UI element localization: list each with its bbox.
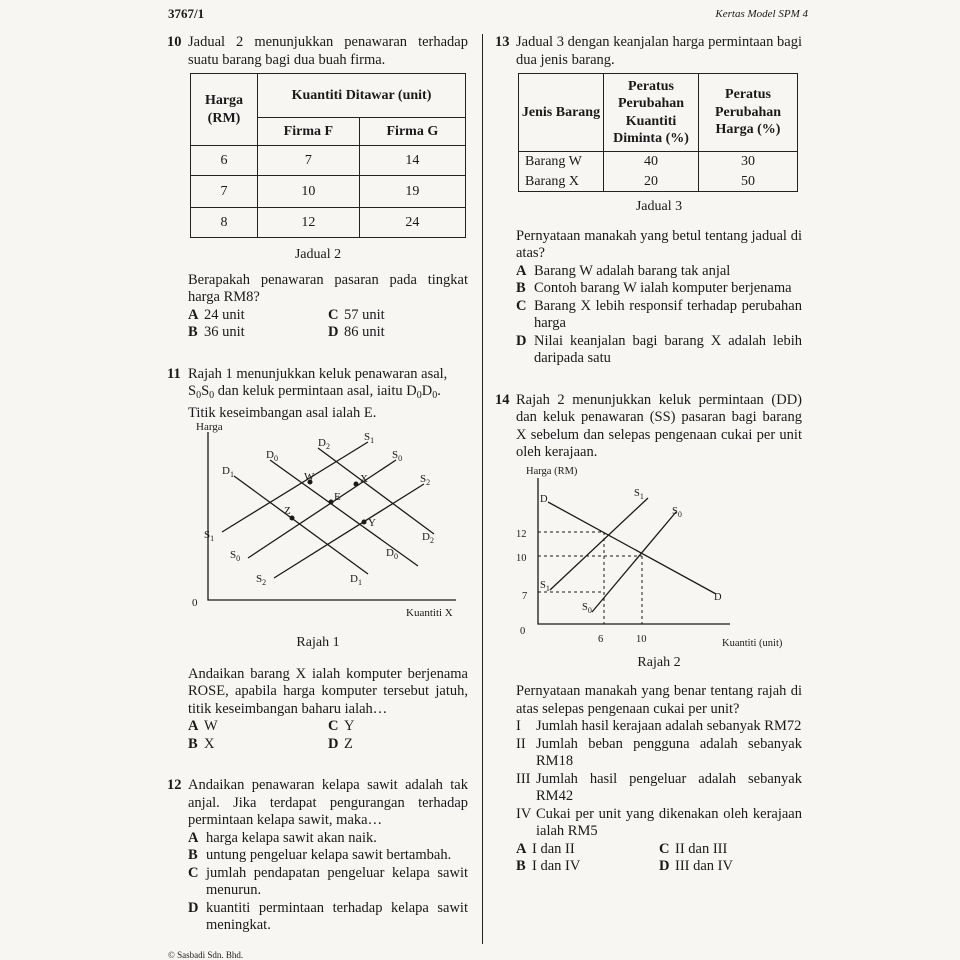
statement-number: IV [516,805,532,822]
x-axis-label: Kuantiti (unit) [722,637,783,649]
option-d-text: 86 unit [344,324,385,340]
statement-text: Jumlah beban pengguna adalah sebanyak RM18 [536,735,802,769]
cell: Barang W [519,152,604,172]
label-z: Z [284,505,291,517]
statement-number: II [516,735,526,752]
option-d-text: kuantiti permintaan terhadap kelapa sawit meningkat. [206,899,468,933]
cell: 12 [258,208,360,238]
answer-options [168,830,468,935]
curve-d1 [234,476,368,574]
option-b-text: untung pengeluar kelapa sawit bertambah. [206,847,452,863]
cell: 7 [191,176,258,208]
option-d[interactable]: D Nilai keanjalan bagi barang X adalah lebih daripada satu [516,332,802,366]
table-row [519,172,798,192]
option-b-text: Contoh barang W ialah komputer berjenama [534,280,792,296]
option-a-text: Barang W adalah barang tak anjal [534,262,731,279]
paper-code: 3767/1 [168,6,205,21]
cell: 20 [604,172,699,192]
option-a[interactable]: A Barang W adalah barang tak anjal [516,263,802,281]
header-price-line2: (RM) [207,110,241,126]
question-13 [496,34,802,368]
left-column [168,34,468,935]
option-c[interactable]: C 57 unit [328,306,385,323]
option-b[interactable]: B untung pengeluar kelapa sawit bertambah. [188,847,468,865]
option-a-text: W [204,718,218,734]
option-b[interactable]: B I dan IV [516,858,581,874]
point-e [329,500,334,505]
subscript: 0 [209,390,215,401]
option-c-text: Y [344,718,355,734]
statement-iii [516,771,802,806]
subscript: 0 [196,390,202,401]
option-d[interactable]: D kuantiti permintaan terhadap kelapa sawit meningkat. [188,899,468,933]
q11-d-label: D [421,383,433,399]
footer-copyright: © Sasbadi Sdn. Bhd. [168,950,244,960]
cell: 8 [191,208,258,238]
header-firma-g: Firma G [359,118,465,146]
option-a[interactable]: A 24 unit [188,306,245,323]
option-c[interactable]: C jumlah pendapatan pengeluar kelapa sawit menurun. [188,864,468,898]
label-d0: $D_0$ [266,449,278,463]
table-row [191,208,466,238]
header-price-line1: Harga [204,93,244,108]
rajah-1-diagram [186,422,466,632]
header-price-change: Peratus Perubahan Harga (%) [699,74,798,152]
answer-options [496,841,802,876]
jadual-3-table [518,73,798,192]
label-s2-start: $S_2$ [256,573,267,587]
curve-s1 [222,442,368,532]
label-s0-start: $S_0$ [230,549,241,563]
cell: Barang X [519,172,604,192]
y-tick-12: 12 [516,528,527,540]
label-d2-end: $D_2$ [422,531,434,545]
label-s0: $S_0$ [392,449,403,463]
answer-options [168,307,468,342]
label-d0-end: $D_0$ [386,547,398,561]
table-caption: Jadual 2 [294,247,342,262]
label-s0-start: $S_0$ [582,601,592,615]
statement-i [516,718,802,736]
option-a-text: I dan II [532,840,575,857]
curve-s2 [274,484,424,578]
label-x: X [360,473,368,485]
cell: 19 [359,176,465,208]
option-a-text: harga kelapa sawit akan naik. [206,829,377,846]
question-text: Rajah 2 menunjukkan keluk permintaan (DD) dan keluk penawaran (SS) pasaran bagi barang X sebelum dan selepas pengenaan cukai per unit oleh kerajaan. [516,391,802,460]
diagram-caption: Rajah 1 [296,635,340,650]
option-d-text: Z [344,735,353,752]
y-axis-label: Harga (RM) [526,465,578,477]
label-y: Y [368,517,376,529]
question-prompt: Andaikan barang X ialah komputer berjenama ROSE, apabila harga komputer tersebut jatuh, titik keseimbangan baharu ialah… [188,665,468,717]
question-text: Andaikan penawaran kelapa sawit adalah tak anjal. Jika terdapat pengurangan terhadap permintaan kelapa sawit, maka… [188,777,468,828]
option-a[interactable]: A W [188,718,218,734]
origin-label: 0 [192,597,198,609]
option-a-text: 24 unit [204,306,245,323]
cell: 7 [258,146,360,176]
label-d1: $D_1$ [222,465,234,479]
option-c[interactable]: C Barang X lebih responsif terhadap perubahan harga [516,297,802,331]
option-b[interactable]: B Contoh barang W ialah komputer berjenama [516,280,802,298]
question-number: 11 [167,365,181,382]
statements [496,718,802,841]
question-text: Jadual 2 menunjukkan penawaran terhadap suatu barang bagi dua buah firma. [188,34,468,68]
question-12 [168,777,468,935]
answer-options [168,718,468,753]
axes [538,478,730,624]
jadual-2-table [190,73,466,238]
question-number: 13 [495,34,510,50]
statement-ii [516,736,802,771]
q11-text-line2: dan keluk permintaan asal, iaitu D [214,383,417,399]
table-row [191,176,466,208]
label-s1-start: $S_1$ [204,529,215,543]
question-prompt: Pernyataan manakah yang benar tentang rajah di atas selepas pengenaan cukai per unit? [516,683,802,717]
option-a[interactable]: A harga kelapa sawit akan naik. [188,830,468,848]
statement-text: Cukai per unit yang dikenakan oleh kerajaan ialah RM5 [536,805,802,839]
question-text: Jadual 3 dengan keanjalan harga permintaan bagi dua jenis barang. [516,34,802,68]
question-number: 10 [167,34,182,50]
question-11 [168,366,468,754]
label-s1: $S_1$ [634,487,644,501]
label-d-top: D [540,493,548,505]
y-tick-10: 10 [516,552,527,564]
rajah-2-diagram [510,462,800,658]
statement-iv [516,806,802,841]
table-caption: Jadual 3 [635,199,683,214]
x-tick-6: 6 [598,633,604,645]
curve-s0 [248,460,396,558]
curve-s0 [592,512,676,612]
right-column [496,34,802,876]
label-w: W [304,471,315,483]
option-c-text: 57 unit [344,306,385,323]
table-row [519,152,798,172]
cell: 10 [258,176,360,208]
table-row [191,146,466,176]
header-price [191,74,258,146]
point-x [354,482,359,487]
q11-period: . [437,383,441,399]
label-d-bottom: D [714,591,722,603]
q11-s-label: S [201,383,210,399]
header-qty-change: Peratus Perubahan Kuantiti Diminta (%) [604,74,699,152]
option-d-text: Nilai keanjalan bagi barang X adalah lebih daripada satu [534,332,802,366]
x-tick-10: 10 [636,633,647,645]
question-number: 14 [495,391,510,408]
paper-title: Kertas Model SPM 4 [715,8,808,20]
label-d2: $D_2$ [318,437,330,451]
label-d1-end: $D_1$ [350,573,362,587]
y-axis-label: Harga [196,422,223,433]
option-c[interactable]: C Y [328,718,355,734]
option-b[interactable]: B X [188,735,215,752]
x-axis-label: Kuantiti X [406,607,453,619]
subscript: 0 [432,390,438,401]
q11-text-line3: Titik keseimbangan asal ialah E. [188,404,377,421]
axes [208,432,456,600]
option-a[interactable]: A I dan II [516,840,575,857]
question-prompt: Berapakah penawaran pasaran pada tingkat harga RM8? [188,271,468,305]
cell: 40 [604,152,699,172]
option-b-text: I dan IV [532,858,581,874]
option-c-text: jumlah pendapatan pengeluar kelapa sawit menurun. [206,864,468,898]
statement-number: III [516,770,531,787]
option-d-text: III dan IV [675,858,733,874]
curve-d0 [270,460,418,566]
cell: 50 [699,172,798,192]
statement-number: I [516,718,521,734]
answer-options [496,263,802,368]
header-jenis-barang: Jenis Barang [519,74,604,152]
question-prompt: Pernyataan manakah yang betul tentang jadual di atas? [516,227,802,261]
curve-demand [548,502,716,594]
option-c-text: II dan III [675,840,728,857]
option-b-text: X [204,735,215,752]
diagram-caption: Rajah 2 [637,654,681,670]
point-y [362,520,367,525]
question-14 [496,392,802,876]
option-b[interactable]: B 36 unit [188,324,245,340]
label-e: E [334,491,341,503]
column-divider [482,34,483,944]
label-s1: $S_1$ [364,431,375,445]
header-firma-f: Firma F [258,118,360,146]
cell: 14 [359,146,465,176]
option-d[interactable]: D 86 unit [328,324,385,340]
q11-s-label: S [188,383,197,399]
option-c-text: Barang X lebih responsif terhadap perubahan harga [534,297,802,331]
label-s1-start: $S_1$ [540,579,550,593]
q11-text-line1: Rajah 1 menunjukkan keluk penawaran asal, [188,365,448,382]
statement-text: Jumlah hasil pengeluar adalah sebanyak RM42 [536,770,802,804]
option-b-text: 36 unit [204,324,245,340]
origin-label: 0 [520,625,526,637]
cell: 30 [699,152,798,172]
option-d[interactable]: D Z [328,735,353,752]
option-c[interactable]: C II dan III [659,840,728,857]
question-10 [168,34,468,342]
y-tick-7: 7 [522,590,528,602]
statement-text: Jumlah hasil kerajaan adalah sebanyak RM72 [536,718,802,734]
cell: 24 [359,208,465,238]
question-text [168,366,468,423]
label-s0: $S_0$ [672,505,682,519]
label-s2: $S_2$ [420,473,431,487]
question-number: 12 [167,777,182,793]
cell: 6 [191,146,258,176]
subscript: 0 [416,390,422,401]
option-d[interactable]: D III dan IV [659,858,733,874]
header-quantity: Kuantiti Ditawar (unit) [258,74,466,118]
